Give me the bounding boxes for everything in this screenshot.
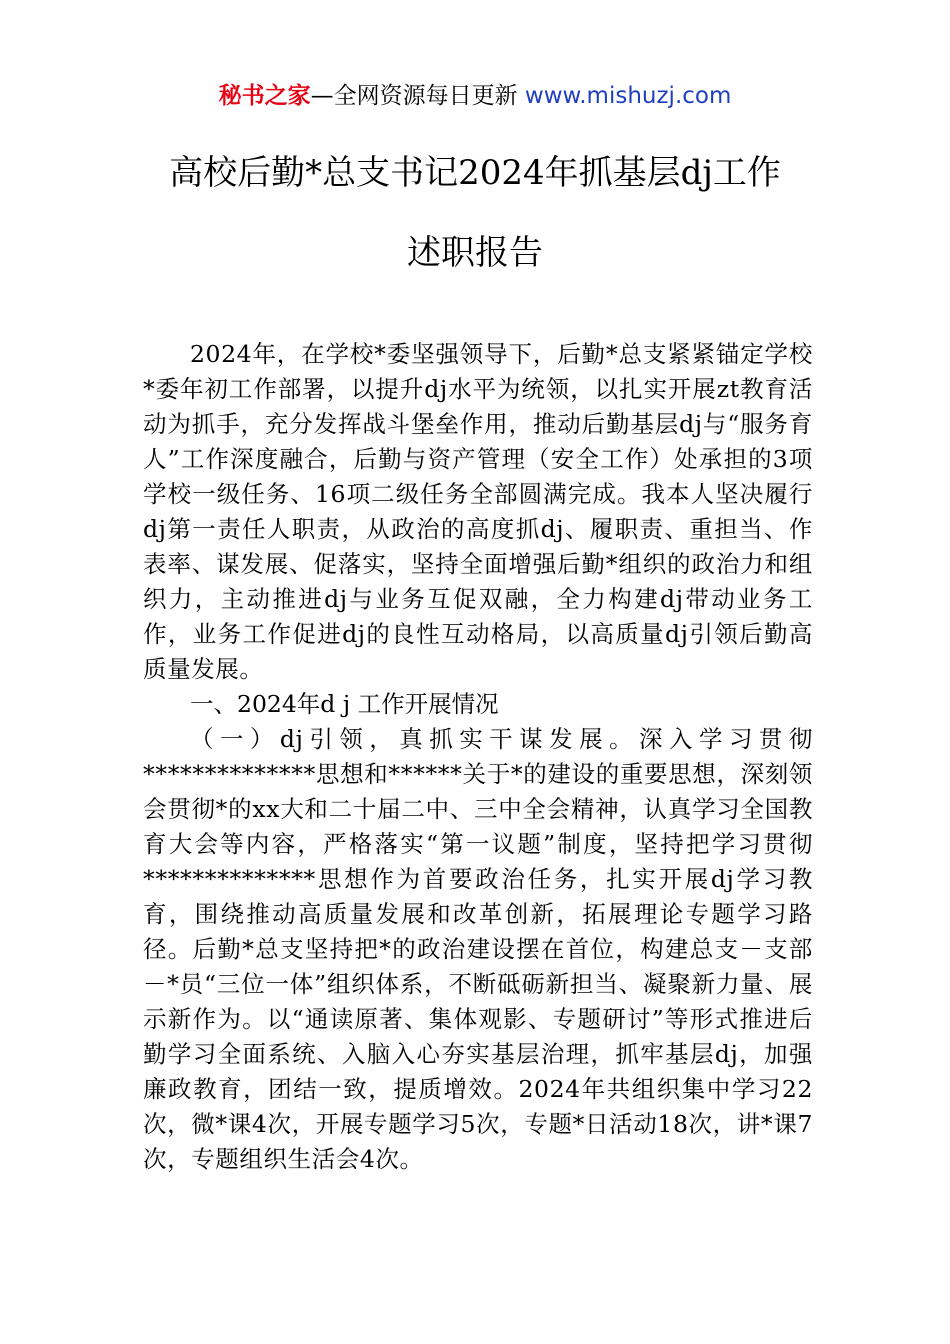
site-name: 秘书之家 xyxy=(218,83,311,109)
title-line-2: 述职报告 xyxy=(407,233,543,273)
document-title xyxy=(0,150,950,276)
site-slogan: —全网资源每日更新 xyxy=(310,83,518,109)
site-header xyxy=(0,80,950,112)
body-paragraph: （一）dj引领，真抓实干谋发展。深入学习贯彻**************思想和******关于*的建设的重要思想，深刻领会贯彻*的xx大和二十届二中、三中全会精神，认真学习全国教育大会等内容，严格落实“第一议题”制度，坚持把学习贯彻**************思想作为首要政治任务，扎实开展dj学习教育，围绕推动高质量发展和改革创新，拓展理论专题学习路径。后勤*总支坚持把*的政治建设摆在首位，构建总支－支部－*员“三位一体”组织体系，不断砥砺新担当、凝聚新力量、展示新作为。以“通读原著、集体观影、专题研讨”等形式推进后勤学习全面系统、入脑入心夯实基层治理，抓牢基层dj，加强廉政教育，团结一致，提质增效。2024年共组织集中学习22次，微*课4次，开展专题学习5次，专题*日活动18次，讲*课7次，专题组织生活会4次。 xyxy=(143,725,813,1173)
document-body xyxy=(143,337,813,1177)
intro-paragraph: 2024年，在学校*委坚强领导下，后勤*总支紧紧锚定学校*委年初工作部署，以提升dj水平为统领，以扎实开展zt教育活动为抓手，充分发挥战斗堡垒作用，推动后勤基层dj与“服务育人”工作深度融合，后勤与资产管理（安全工作）处承担的3项学校一级任务、16项二级任务全部圆满完成。我本人坚决履行dj第一责任人职责，从政治的高度抓dj、履职责、重担当、作表率、谋发展、促落实，坚持全面增强后勤*组织的政治力和组织力，主动推进dj与业务互促双融，全力构建dj带动业务工作，业务工作促进dj的良性互动格局，以高质量dj引领后勤高质量发展。 xyxy=(143,340,813,683)
section-heading: 一、2024年d j 工作开展情况 xyxy=(190,690,499,718)
title-line-1: 高校后勤*总支书记2024年抓基层dj工作 xyxy=(169,153,781,193)
site-url[interactable]: www.mishuzj.com xyxy=(524,83,732,109)
